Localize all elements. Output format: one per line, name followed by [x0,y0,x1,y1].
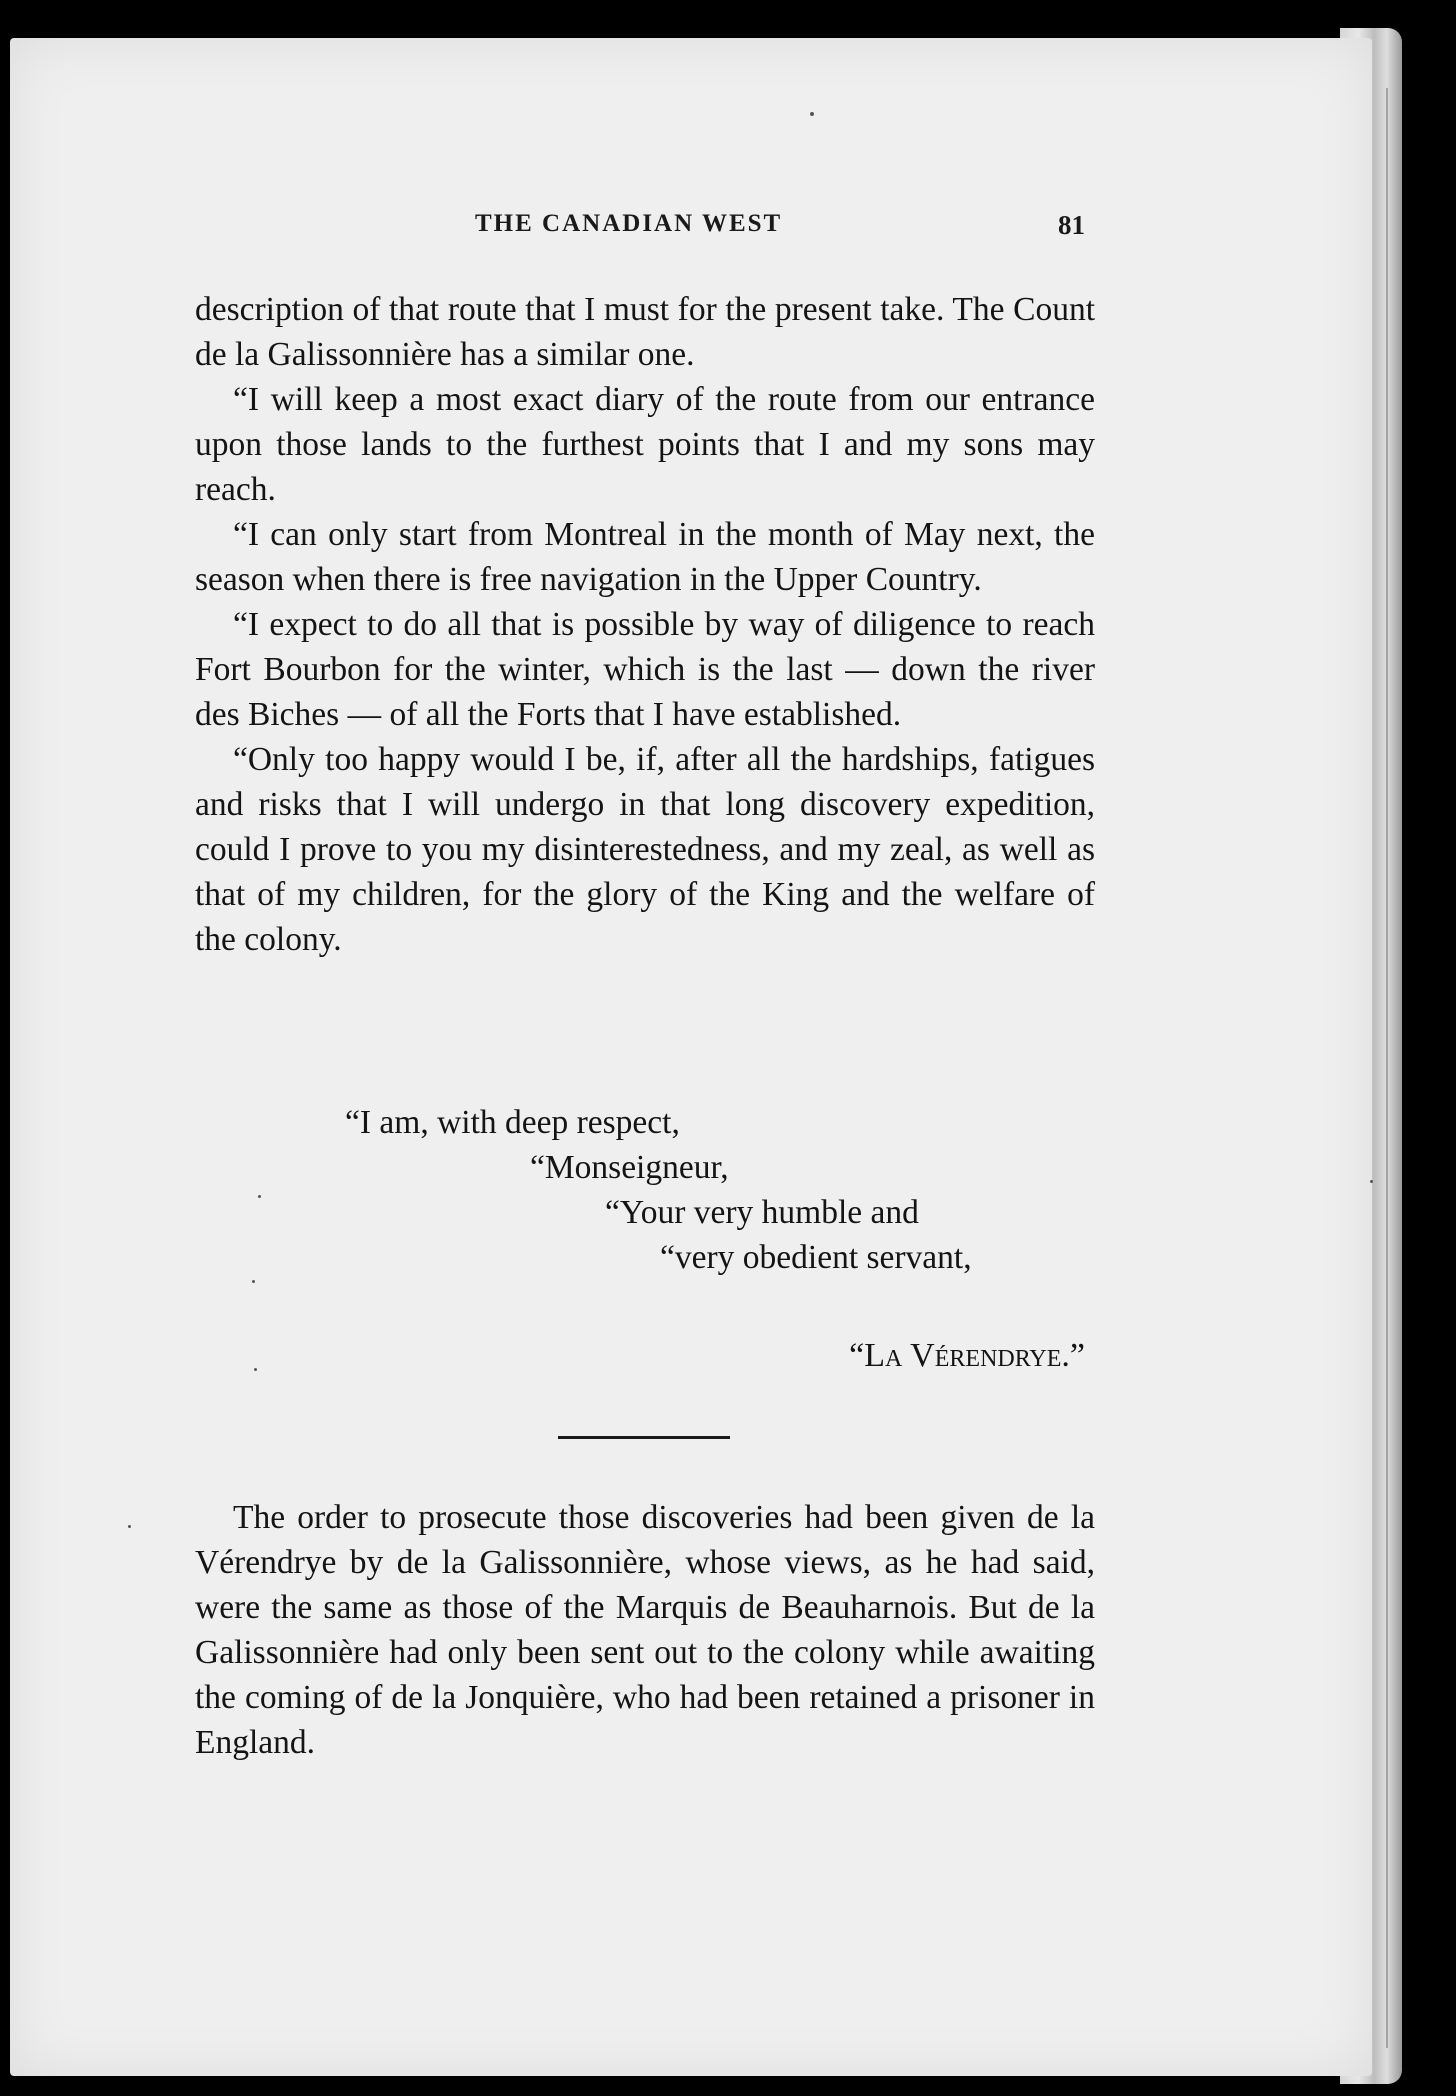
section-divider [558,1436,730,1439]
running-head-title: THE CANADIAN WEST [475,210,783,237]
signature: “La Vérendrye.” [849,1337,1085,1374]
paragraph: “I expect to do all that is possible by way of diligence to reach Fort Bourbon for the winter, which is the last — down the river des Biches — of all the Forts that I have established. [195,606,1095,733]
closing-line: “Your very humble and [605,1194,919,1231]
paragraph: description of that route that I must for the present take. The Count de la Galissonnière has a similar one. [195,291,1095,373]
final-paragraph: The order to prosecute those discoveries had been given de la Vérendrye by de la Galissonnière, whose views, as he had said, were the same as those of the Marquis de Beauharnois. But de la Galissonnière had only been sent out to the colony while awaiting the coming of de la Jonquière, who had been retained a prisoner in England. [195,1499,1095,1761]
page-number: 81 [1058,210,1085,240]
closing-line: “Monseigneur, [530,1149,729,1186]
paragraph: “Only too happy would I be, if, after all the hardships, fatigues and risks that I will undergo in that long discovery expedition, could I prove to you my disinterestedness, and my zeal, as well as that of my children, for the glory of the King and the welfare of the colony. [195,741,1095,958]
paragraph: “I will keep a most exact diary of the route from our entrance upon those lands to the furthest points that I and my sons may reach. [195,381,1095,508]
paper-speck [252,1280,255,1283]
running-head [195,210,1085,250]
closing-line: “I am, with deep respect, [345,1104,680,1141]
page-edge-line [1386,88,1388,2048]
paragraph: “I can only start from Montreal in the month of May next, the season when there is free navigation in the Upper Country. [195,516,1095,598]
paper-speck [128,1525,131,1528]
paper-speck [254,1368,257,1371]
closing-line: “very obedient servant, [660,1239,972,1276]
paper-speck [258,1195,261,1198]
paper-speck [810,112,814,116]
body-text [195,287,1095,962]
paper-speck [1370,1180,1373,1183]
